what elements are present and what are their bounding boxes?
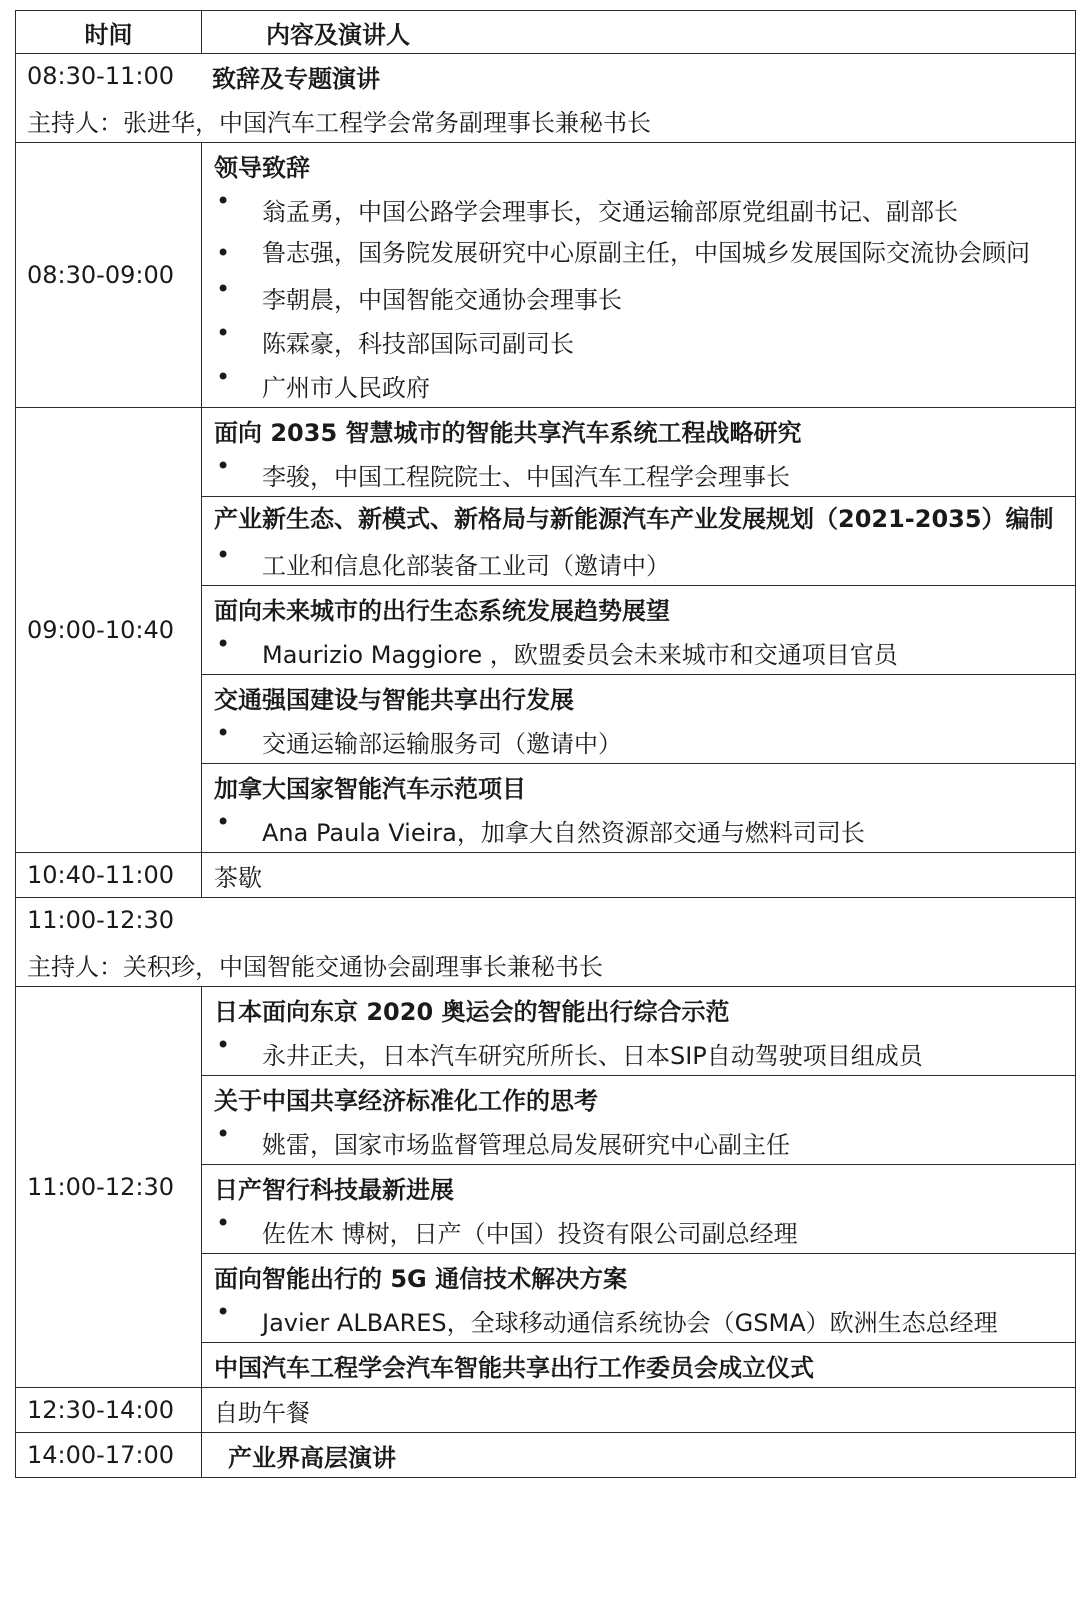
talk-block xyxy=(202,675,1075,764)
session-time: 11:00-12:30 xyxy=(27,906,174,934)
agenda-row xyxy=(16,987,1076,1388)
agenda-table xyxy=(15,10,1076,1478)
bullet-icon: • xyxy=(216,452,231,480)
talk-block xyxy=(202,1254,1075,1343)
agenda-row xyxy=(16,1433,1076,1478)
speaker-item: • Maurizio Maggiore ，欧盟委员会未来城市和交通项目官员 xyxy=(216,630,898,669)
talk-title: 领导致辞 xyxy=(214,153,310,182)
speaker-item: • 李朝晨，中国智能交通协会理事长 xyxy=(216,275,622,314)
speaker-item: • 交通运输部运输服务司（邀请中） xyxy=(216,719,622,758)
bullet-icon: • xyxy=(216,319,231,347)
speaker-item: • Ana Paula Vieira，加拿大自然资源部交通与燃料司司长 xyxy=(216,808,865,847)
talk-block xyxy=(202,987,1075,1076)
talk-block xyxy=(202,1165,1075,1254)
bullet-icon: • xyxy=(216,239,231,267)
content-cell xyxy=(202,987,1076,1388)
speaker-item: • 永井正夫，日本汽车研究所所长、日本SIP自动驾驶项目组成员 xyxy=(216,1031,923,1070)
session-host: 主持人：张进华，中国汽车工程学会常务副理事长兼秘书长 xyxy=(27,108,651,137)
speaker-item: • 陈霖豪，科技部国际司副司长 xyxy=(216,319,574,358)
session-row xyxy=(16,898,1076,987)
header-time: 时间 xyxy=(16,11,202,54)
speaker-item: • 广州市人民政府 xyxy=(216,363,430,402)
talk-title: 关于中国共享经济标准化工作的思考 xyxy=(214,1086,598,1115)
time-cell: 10:40-11:00 xyxy=(16,853,202,898)
time-cell: 14:00-17:00 xyxy=(16,1433,202,1478)
lunch-label: 自助午餐 xyxy=(214,1398,310,1427)
session-time: 08:30-11:00 xyxy=(27,62,174,90)
bullet-icon: • xyxy=(216,541,231,569)
bullet-icon: • xyxy=(216,719,231,747)
content-cell xyxy=(202,853,1076,898)
ceremony-title: 中国汽车工程学会汽车智能共享出行工作委员会成立仪式 xyxy=(214,1353,814,1382)
table-header-row xyxy=(16,11,1076,54)
talk-block xyxy=(202,1076,1075,1165)
talk-title: 面向未来城市的出行生态系统发展趋势展望 xyxy=(214,596,670,625)
content-cell xyxy=(202,1388,1076,1433)
talk-title: 面向智能出行的 5G 通信技术解决方案 xyxy=(214,1264,628,1293)
talk-block xyxy=(202,408,1075,497)
session-host: 主持人：关积珍，中国智能交通协会副理事长兼秘书长 xyxy=(27,952,603,981)
speaker-item: • 翁孟勇，中国公路学会理事长，交通运输部原党组副书记、副部长 xyxy=(216,187,958,226)
content-cell xyxy=(202,1433,1076,1478)
agenda-row xyxy=(16,408,1076,853)
time-cell: 08:30-09:00 xyxy=(16,143,202,408)
bullet-icon: • xyxy=(216,630,231,658)
break-label: 茶歇 xyxy=(214,863,262,892)
talk-block xyxy=(202,497,1075,586)
header-content: 内容及演讲人 xyxy=(202,11,1076,54)
session-row xyxy=(16,54,1076,143)
session-title: 产业界高层演讲 xyxy=(228,1443,396,1472)
bullet-icon: • xyxy=(216,1031,231,1059)
session-cell xyxy=(16,898,1076,987)
speaker-item: • 佐佐木 博树，日产（中国）投资有限公司副总经理 xyxy=(216,1209,798,1248)
speaker-item: • 姚雷，国家市场监督管理总局发展研究中心副主任 xyxy=(216,1120,790,1159)
bullet-icon: • xyxy=(216,808,231,836)
talk-block xyxy=(202,1343,1075,1387)
session-cell xyxy=(16,54,1076,143)
time-cell: 12:30-14:00 xyxy=(16,1388,202,1433)
bullet-icon: • xyxy=(216,363,231,391)
bullet-icon: • xyxy=(216,275,231,303)
content-cell xyxy=(202,143,1076,408)
talk-title: 产业新生态、新模式、新格局与新能源汽车产业发展规划（2021-2035）编制 xyxy=(214,505,1054,533)
speaker-item: • 鲁志强，国务院发展研究中心原副主任，中国城乡发展国际交流协会顾问 xyxy=(214,231,1075,275)
agenda-row xyxy=(16,1388,1076,1433)
talk-title: 日产智行科技最新进展 xyxy=(214,1175,454,1204)
session-title: 致辞及专题演讲 xyxy=(212,64,380,93)
bullet-icon: • xyxy=(216,187,231,215)
agenda-row xyxy=(16,143,1076,408)
talk-title: 日本面向东京 2020 奥运会的智能出行综合示范 xyxy=(214,997,730,1026)
agenda-row xyxy=(16,853,1076,898)
bullet-icon: • xyxy=(216,1298,231,1326)
content-cell xyxy=(202,408,1076,853)
bullet-icon: • xyxy=(216,1120,231,1148)
speaker-item: • 李骏，中国工程院院士、中国汽车工程学会理事长 xyxy=(216,452,790,491)
time-cell: 11:00-12:30 xyxy=(16,987,202,1388)
speaker-item: • Javier ALBARES，全球移动通信系统协会（GSMA）欧洲生态总经理 xyxy=(216,1298,998,1337)
talk-title: 交通强国建设与智能共享出行发展 xyxy=(214,685,574,714)
time-cell: 09:00-10:40 xyxy=(16,408,202,853)
speaker-item: • 工业和信息化部装备工业司（邀请中） xyxy=(216,541,670,580)
talk-block xyxy=(202,764,1075,852)
bullet-icon: • xyxy=(216,1209,231,1237)
talk-title: 加拿大国家智能汽车示范项目 xyxy=(214,774,526,803)
talk-title: 面向 2035 智慧城市的智能共享汽车系统工程战略研究 xyxy=(214,418,802,447)
talk-block xyxy=(202,586,1075,675)
